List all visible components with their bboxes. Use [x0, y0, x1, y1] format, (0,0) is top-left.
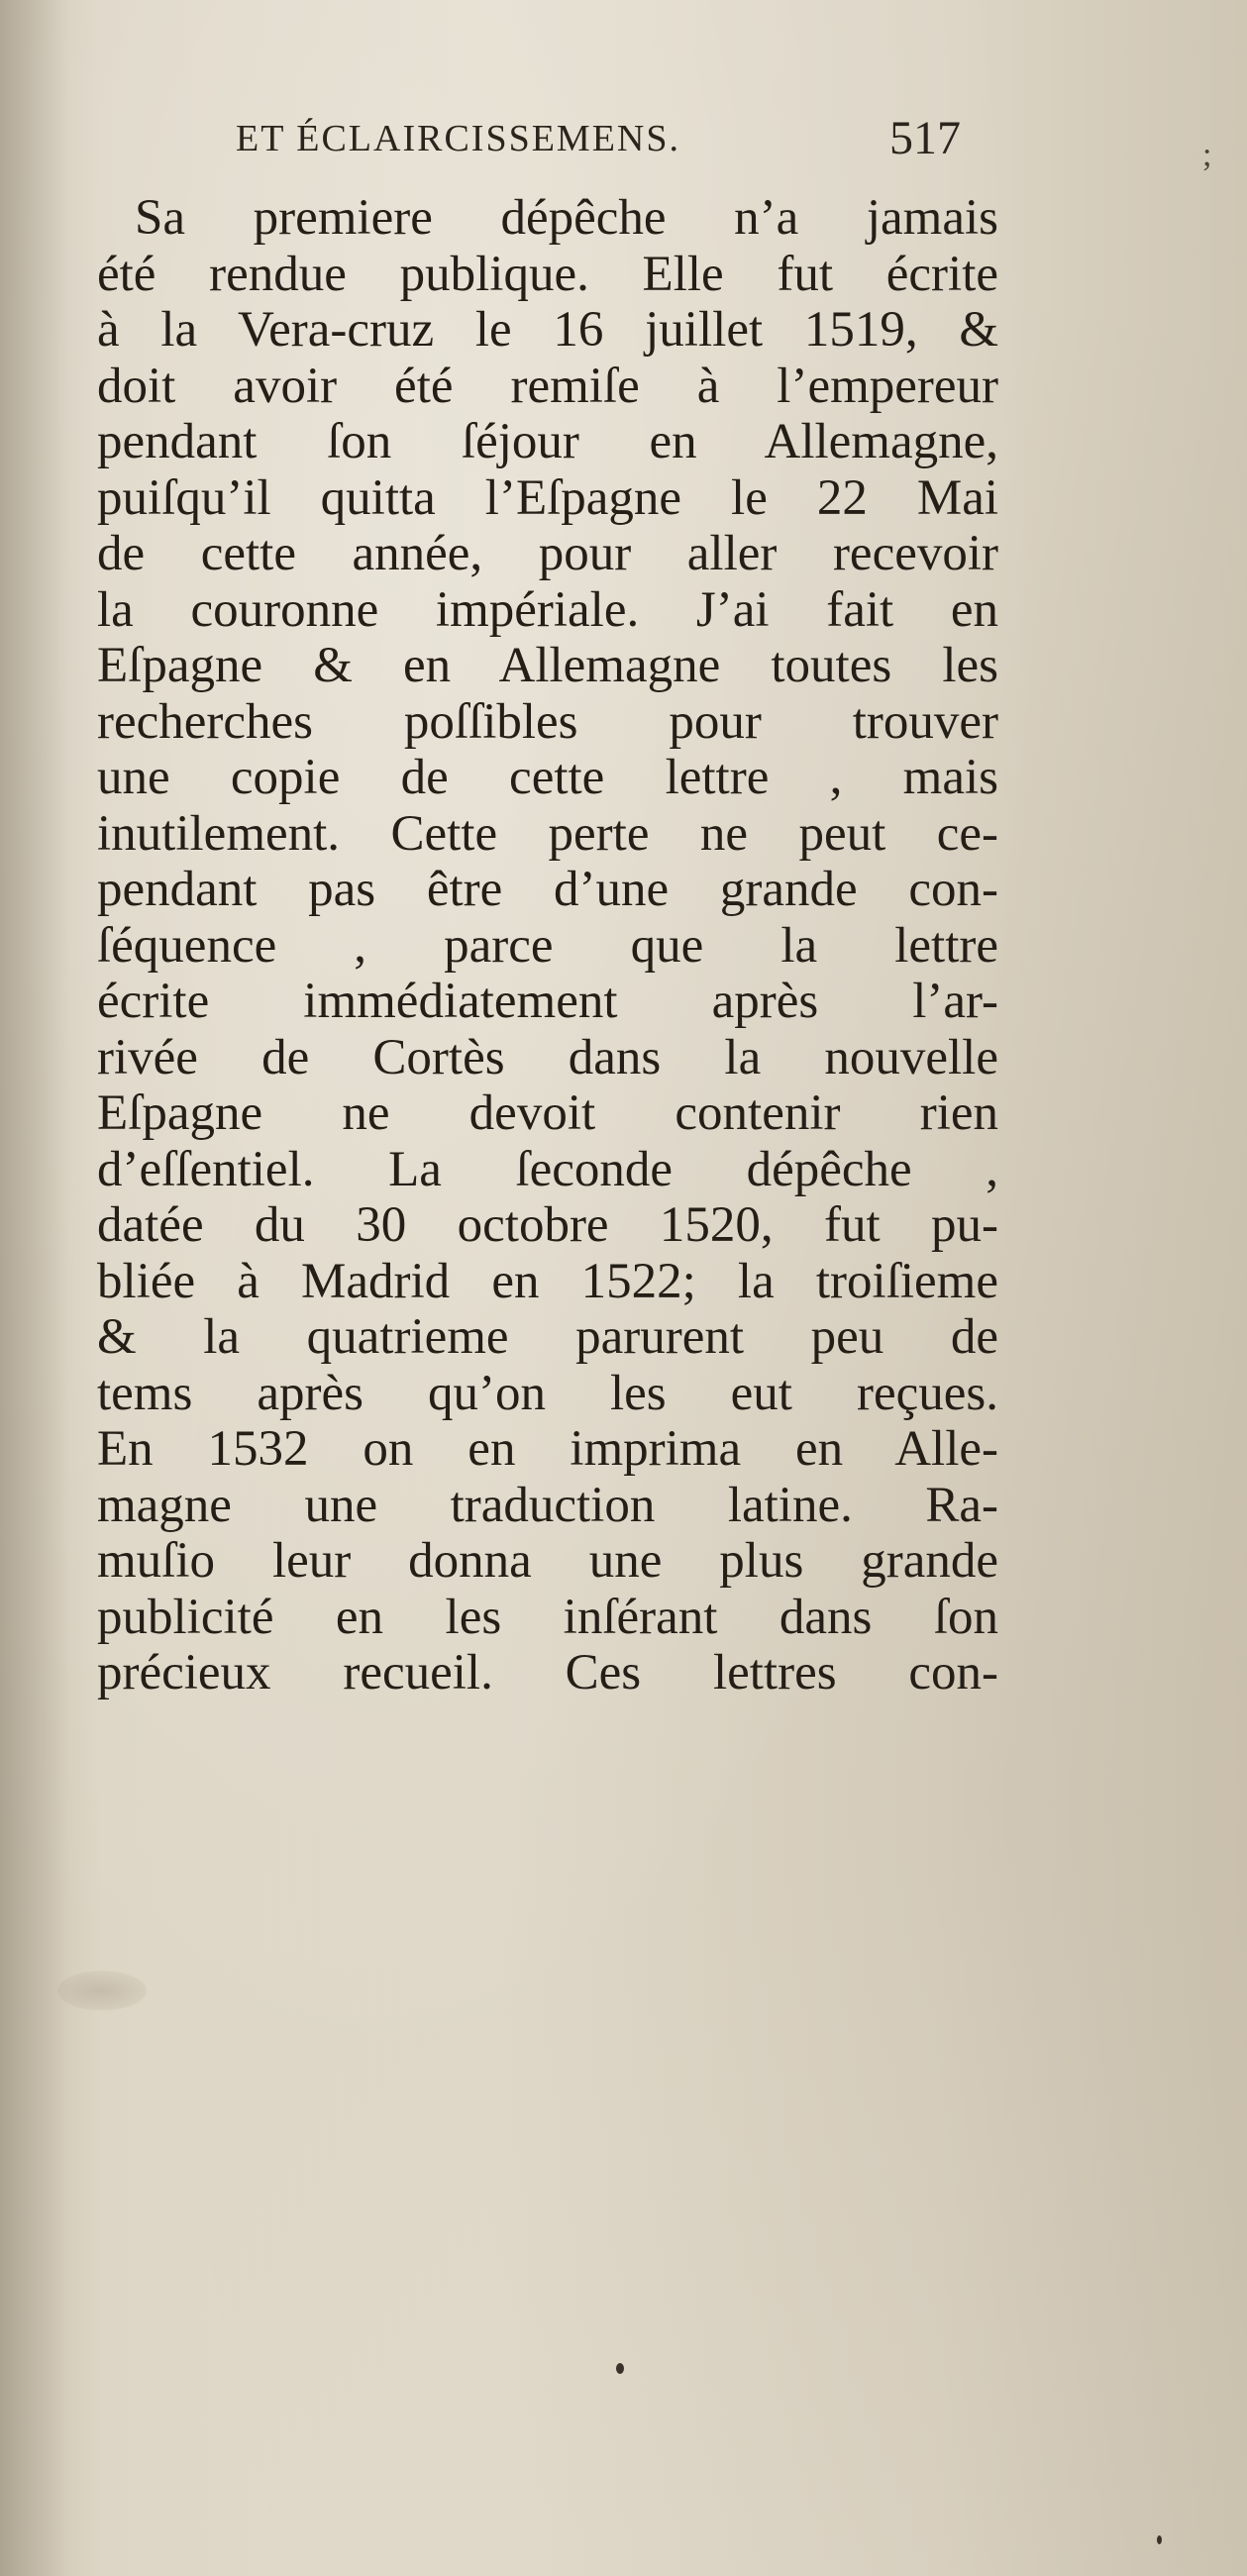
text-line: de cette année, pour aller recevoir: [97, 526, 998, 581]
text-line: datée du 30 octobre 1520, fut pu-: [97, 1197, 998, 1253]
text-line: doit avoir été remiſe à l’empereur: [97, 358, 998, 414]
text-line: la couronne impériale. J’ai fait en: [97, 581, 998, 638]
text-line: Eſpagne & en Allemagne toutes les: [97, 638, 998, 693]
running-head: ET ÉCLAIRCISSEMENS.: [236, 118, 681, 159]
text-line: tems après qu’on les eut reçues.: [97, 1365, 998, 1421]
text-line: puiſqu’il quitta l’Eſpagne le 22 Mai: [97, 469, 998, 526]
paper-stain: [57, 1971, 147, 2010]
text-line: En 1532 on en imprima en Alle-: [97, 1421, 998, 1477]
text-line: pendant ſon ſéjour en Allemagne,: [97, 414, 998, 469]
text-line: été rendue publique. Elle fut écrite: [97, 246, 998, 302]
text-line: recherches poſſibles pour trouver: [97, 693, 998, 750]
page-gutter-shadow: [0, 0, 69, 2576]
page-number: 517: [889, 112, 961, 164]
text-line: inutilement. Cette perte ne peut ce-: [97, 805, 998, 862]
text-line: précieux recueil. Ces lettres con-: [97, 1645, 998, 1700]
text-line: pendant pas être d’une grande con-: [97, 862, 998, 917]
text-line: rivée de Cortès dans la nouvelle: [97, 1029, 998, 1085]
text-line: Sa premiere dépêche n’a jamais: [135, 190, 998, 246]
text-line: à la Vera-cruz le 16 juillet 1519, &: [97, 302, 998, 358]
page-header: [0, 112, 1247, 186]
ink-speck: [1157, 2535, 1162, 2544]
text-line: écrite immédiatement après l’ar-: [97, 974, 998, 1029]
text-line: muſio leur donna une plus grande: [97, 1533, 998, 1589]
text-line: & la quatrieme parurent peu de: [97, 1309, 998, 1365]
body-text: [97, 190, 998, 1701]
margin-mark: ;: [1202, 137, 1212, 173]
text-line: bliée à Madrid en 1522; la troiſieme: [97, 1253, 998, 1309]
text-line: d’eſſentiel. La ſeconde dépêche ,: [97, 1141, 998, 1197]
text-line: magne une traduction latine. Ra-: [97, 1477, 998, 1533]
text-line: une copie de cette lettre , mais: [97, 750, 998, 805]
ink-speck: [616, 2363, 624, 2374]
text-line: ſéquence , parce que la lettre: [97, 917, 998, 974]
text-line: publicité en les inſérant dans ſon: [97, 1589, 998, 1645]
text-line: Eſpagne ne devoit contenir rien: [97, 1085, 998, 1141]
